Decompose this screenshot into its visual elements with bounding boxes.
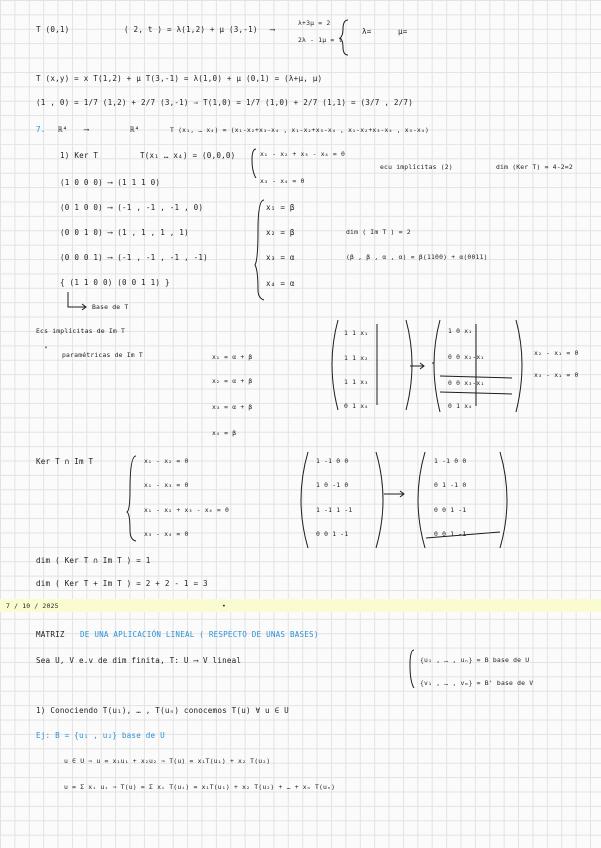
example-line-1: u ∈ U ⇒ u = x₁u₁ + x₂u₂ ⇒ T(u) = x₁T(u₁) + x₂ T(u₂) xyxy=(64,757,271,765)
ker-im-eq-1: x₁ - x₂ = 0 xyxy=(144,457,189,465)
matrix-b-row: 1 0 x₁ xyxy=(448,327,473,335)
param-title: paramétricas de Im T xyxy=(62,351,143,359)
map-row-1: (1 0 0 0) ⟶ (1 1 1 0) xyxy=(60,178,161,187)
matrix-b-lparen xyxy=(434,320,440,412)
im-x1: x₁ = α + β xyxy=(212,353,253,361)
t-10-line: (1 , 0) = 1/7 (1,2) + 2/7 (3,-1) ⇒ T(1,0) = 1/7 (1,0) + 2/7 (1,1) = (3/7 , 2/7) xyxy=(36,98,413,107)
res-lambda: λ= xyxy=(362,27,372,36)
property-1: 1) Conociendo T(u₁), … , T(uₙ) conocemos T(u) ∀ u ∈ U xyxy=(36,706,289,715)
matrix-b-row: 0 1 x₄ xyxy=(448,402,473,410)
matrix-a-row: 0 1 x₄ xyxy=(344,402,369,410)
param-4: x₄ = α xyxy=(266,279,295,288)
matrix-b-rparen xyxy=(516,320,522,412)
map-row-4: (0 0 0 1) ⟶ (-1 , -1 , -1 , -1) xyxy=(60,253,208,262)
dim-sum: dim ( Ker T + Im T ) = 2 + 2 - 1 = 3 xyxy=(36,579,208,588)
brace-kerim xyxy=(127,456,136,541)
ker-im-label: Ker T ∩ Im T xyxy=(36,457,94,466)
dot-mark: • xyxy=(222,602,227,610)
im-x3: x₃ = α + β xyxy=(212,403,253,411)
matrix-d-lparen xyxy=(418,452,425,548)
brace-ker xyxy=(252,149,256,178)
def-sentence: Sea U, V e.v de dim finita, T: U ⟶ V lineal xyxy=(36,656,242,665)
matrix-c-row: 1 0 -1 0 xyxy=(316,481,349,489)
matrix-c-rparen xyxy=(376,452,383,548)
im-combination: (β , β , α , α) = β(1100) + α(0011) xyxy=(346,253,488,261)
matrix-c-lparen xyxy=(301,452,308,548)
example-title: Ej: B = {u₁ , u₂} base de U xyxy=(36,731,165,740)
exercise-number: 7. xyxy=(36,125,46,134)
matrix-a-row: 1 1 x₂ xyxy=(344,354,369,362)
matrix-d-row: 0 0 1 -1 xyxy=(434,506,467,514)
sys-eq-2: 2λ - 1μ = t xyxy=(298,36,343,44)
matrix-b-row: 0 0 x₂-x₁ xyxy=(448,353,485,361)
matrix-c-row: 0 0 1 -1 xyxy=(316,530,349,538)
base-u: {u₁ , … , uₙ} = B base de U xyxy=(420,656,530,664)
date-label: 7 / 10 / 2025 xyxy=(6,602,59,610)
im-implicit-1: x₂ - x₁ = 0 xyxy=(534,349,579,357)
brace-param xyxy=(255,200,264,300)
matrix-d-row: 1 -1 0 0 xyxy=(434,457,467,465)
ker-sys-1: x₁ - x₂ + x₃ - x₄ = 0 xyxy=(260,150,345,158)
ker-im-eq-2: x₁ - x₃ = 0 xyxy=(144,481,189,489)
domain-r4: ℝ⁴ xyxy=(58,125,68,134)
res-mu: μ= xyxy=(398,27,408,36)
ker-im-eq-4: x₃ - x₄ = 0 xyxy=(144,530,189,538)
arrow-1: ⟶ xyxy=(270,25,275,34)
matrix-a-lparen xyxy=(332,320,338,410)
matrix-a-rparen xyxy=(406,320,412,410)
base-label: Base de T xyxy=(92,303,129,311)
ker-im-eq-3: x₁ - x₂ + x₃ - x₄ = 0 xyxy=(144,506,229,514)
implicit-title: Ecs implícitas de Im T xyxy=(36,327,126,335)
im-x2: x₂ = α + β xyxy=(212,377,253,385)
t-xy-line: T (x,y) = x T(1,2) + μ T(3,-1) = λ(1,0) + μ (0,1) = (λ+μ, μ) xyxy=(36,74,323,83)
section-title: DE UNA APLICACIÓN LINEAL ( RESPECTO DE UNAS BASES) xyxy=(80,630,319,639)
map-row-2: (0 1 0 0) ⟶ (-1 , -1 , -1 , 0) xyxy=(60,203,204,212)
im-implicit-2: x₃ - x₁ = 0 xyxy=(534,371,579,379)
matrix-d-row: 0 0 1 -1 xyxy=(434,530,467,538)
matrix-b-row: 0 0 x₃-x₁ xyxy=(448,379,485,387)
param-2: x₂ = β xyxy=(266,228,295,237)
matrix-d-row: 0 1 -1 0 xyxy=(434,481,467,489)
base-v: {v₁ , … , vₘ} = B' base de V xyxy=(420,679,534,687)
ker-sys-2: x₃ - x₄ = 0 xyxy=(260,177,305,185)
im-x4: x₄ = β xyxy=(212,429,237,437)
matrix-d-rparen xyxy=(500,452,507,548)
dim-intersection: dim ( Ker T ∩ Im T ) = 1 xyxy=(36,556,151,565)
map-arrow: ⟶ xyxy=(84,125,89,134)
eq-combination: ( 2, t ) = λ(1,2) + μ (3,-1) xyxy=(124,25,258,34)
section-title-prefix: MATRIZ xyxy=(36,630,65,639)
sys-eq-1: λ+3μ = 2 xyxy=(298,19,331,27)
im-dim: dim ( Im T ) = 2 xyxy=(346,228,411,236)
ker-implicit: ecu implícitas (2) xyxy=(380,163,453,171)
map-row-3: (0 0 1 0) ⟶ (1 , 1 , 1 , 1) xyxy=(60,228,189,237)
param-3: x₃ = α xyxy=(266,253,295,262)
matrix-c-row: 1 -1 1 -1 xyxy=(316,506,353,514)
t-def: T (0,1) xyxy=(36,25,70,34)
ditto-mark: " xyxy=(44,345,49,353)
matrix-c-row: 1 -1 0 0 xyxy=(316,457,349,465)
matrix-a-row: 1 1 x₁ xyxy=(344,329,369,337)
ker-equation: T(x₁ … x₄) = (0,0,0) xyxy=(140,151,236,160)
im-generators: { (1 1 0 0) (0 0 1 1) } xyxy=(60,278,170,287)
param-1: x₁ = β xyxy=(266,203,295,212)
example-line-2: u = Σ xᵢ uᵢ ⇒ T(u) = Σ xᵢ T(uᵢ) = x₁T(u₁) + x₂ T(u₂) + … + xₙ T(uₙ) xyxy=(64,783,336,791)
map-definition: T (x₁, … x₄) = (x₁-x₂+x₃-x₄ , x₁-x₂+x₃-x₄ , x₁-x₂+x₃-x₄ , x₃-x₄) xyxy=(170,126,430,134)
ker-title: 1) Ker T xyxy=(60,151,99,160)
codomain-r4: ℝ⁴ xyxy=(130,125,140,134)
brace-bases xyxy=(410,650,414,688)
matrix-a-row: 1 1 x₃ xyxy=(344,378,369,386)
ker-dim: dim (Ker T) = 4-2=2 xyxy=(496,163,573,171)
